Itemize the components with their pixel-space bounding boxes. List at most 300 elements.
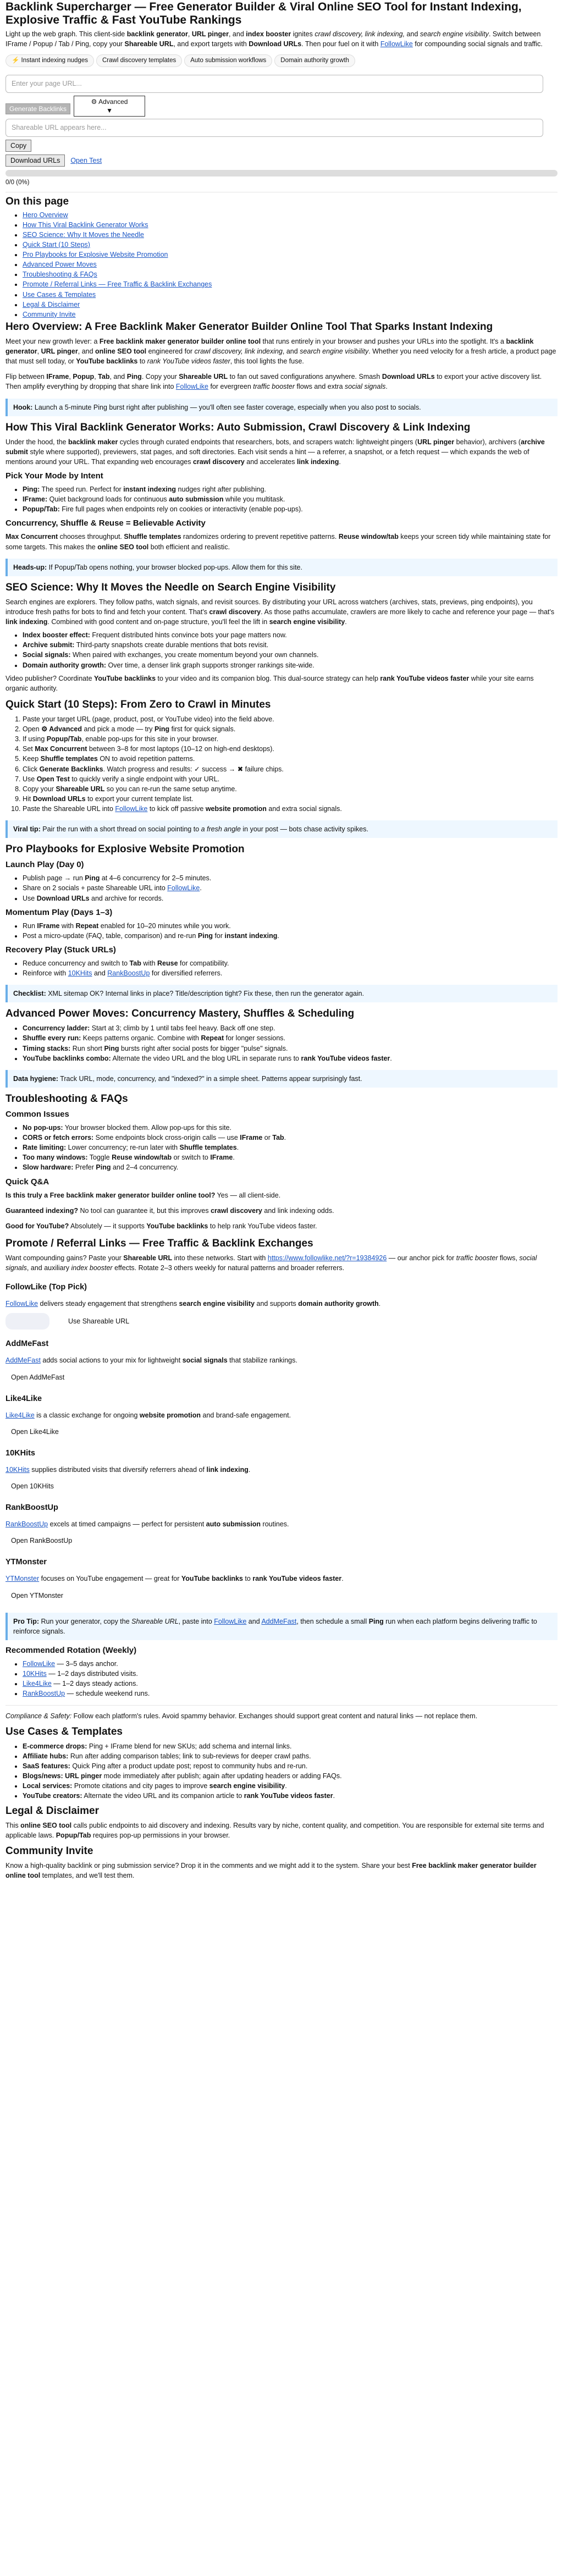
text: instant indexing [224,931,278,940]
text: Open [23,725,42,733]
text: for longer sessions. [224,1034,285,1042]
text: to export your current template list. [85,795,194,803]
step-item [23,764,558,774]
text: Compliance & Safety: [5,1712,72,1720]
text: so you can re-run the same setup anytime. [104,785,237,793]
step-item [23,744,558,754]
text: Rate limiting: [23,1144,67,1152]
text: Paste the Shareable URL into [23,805,115,813]
export-row [5,155,558,167]
generate-backlinks-button[interactable]: Generate Backlinks [5,103,70,114]
text: that runs entirely in your browser and pushes your URLs into the spotlight. It's a [261,337,506,345]
text: Download URLs [382,373,435,381]
text: Repeat [201,1034,224,1042]
step-link[interactable]: FollowLike [115,805,148,813]
text: Social signals: [23,651,71,659]
toc-item [23,310,558,319]
toc-link-quickstart[interactable]: Quick Start (10 Steps) [23,240,90,249]
intro-i2: search engine visibility [420,30,489,38]
text: Run after adding comparison tables; link to sub-reviews for deeper crawl paths. [68,1752,311,1760]
referral-card-10khits [5,1448,558,1493]
text: Shareable URL [123,1254,173,1262]
10khits-link[interactable]: 10KHits [23,1670,47,1678]
toc-item [23,210,558,220]
usecases-list [5,1741,558,1801]
text: for [212,931,225,940]
text: Concurrency ladder: [23,1024,90,1033]
open-addmefast-button[interactable]: Open AddMeFast [11,1373,65,1381]
logo-tile [5,1313,49,1330]
text: . [284,1134,286,1142]
usecases-heading: Use Cases & Templates [5,1725,123,1737]
intro-h: , and export targets with [173,40,249,48]
text: This [5,1822,21,1830]
text: or switch to [172,1154,211,1162]
text: Share on 2 socials + paste Shareable URL into [23,884,168,892]
list-item [23,1659,558,1669]
text: rank YouTube videos faster [244,1792,333,1800]
text: to kick off passive [147,805,206,813]
followlike-referral-link[interactable]: https://www.followlike.net/?r=19384926 [267,1254,387,1262]
ytmonster-link[interactable]: YTMonster [5,1575,40,1583]
text: Know a high-quality backlink or ping submission service? Drop it in the comments and we might add it to the system. Share your best [5,1861,412,1869]
toc-item [23,250,558,260]
text: ⚙ Advanced [41,725,82,733]
text: traffic booster [253,383,295,391]
text: YouTube creators: [23,1792,82,1800]
text: . Combined with good content and on-page structure, you'll feel the lift in [47,618,269,626]
text: templates, and we'll test them. [40,1871,135,1879]
toc-item [23,300,558,310]
text: and accelerates [244,457,297,466]
text: Slow hardware: [23,1163,74,1172]
text: Tab [272,1134,284,1142]
addmefast-link[interactable]: AddMeFast [5,1356,41,1365]
intro-text [5,29,558,49]
text: Meet your new growth lever: a [5,337,100,345]
text: Local services: [23,1782,73,1790]
mode-list [5,484,558,514]
list-item [23,1162,558,1172]
momentum-play-list [5,921,558,941]
text: website promotion [205,805,267,813]
legal-heading: Legal & Disclaimer [5,1805,100,1817]
compliance-note [5,1711,558,1721]
intro-b5: Download URLs [249,40,302,48]
text: to fan out saved configurations anywhere. Smash [228,373,382,381]
text: Start at 3; climb by 1 until tabs feel heavy. Back off one step. [90,1024,275,1033]
card-text [5,1519,558,1529]
text: Use [23,894,37,902]
text: search engine visibility [300,347,369,356]
feature-chip: ⚡ Instant indexing nudges [5,54,94,67]
text: Video publisher? Coordinate [5,674,94,682]
toc-item [23,290,558,300]
text: Click [23,765,40,773]
open-ytmonster-button[interactable]: Open YTMonster [11,1591,63,1599]
text: . [345,618,347,626]
list-item [23,1143,558,1152]
step-item [23,784,558,794]
toc-link-legal[interactable]: Legal & Disclaimer [23,300,80,308]
rankboostup-link[interactable]: RankBoostUp [5,1520,48,1529]
referral-card-addmefast [5,1338,558,1384]
section-promote [5,1238,558,1640]
text: Download URLs [32,795,86,803]
text: Tab [98,373,110,381]
text: Search engines are explorers. They follow paths, watch signals, and revisit sources. By distributing your URL across watchers (archives, stats, previews, ping endpoints), you introduce fresh paths for bots to find and fetch your content. That's [5,598,533,616]
text: . [333,1792,335,1800]
text: crawl discovery [192,457,245,466]
toc-link-usecases[interactable]: Use Cases & Templates [23,290,96,299]
followlike-link[interactable]: FollowLike [175,383,208,391]
list-item [23,640,558,650]
toc-item [23,240,558,250]
text: Set [23,745,35,753]
playbooks-heading: Pro Playbooks for Explosive Website Promotion [5,843,245,856]
10khits-link[interactable]: 10KHits [68,969,92,978]
text: Post a micro-update (FAQ, table, comparison) and re-run [23,931,198,940]
text: URL pinger [417,438,455,446]
list-item [23,494,558,504]
text: Yes — all client-side. [215,1191,281,1199]
text: Quiet background loads for continuous [47,495,169,504]
text: Paste your target URL (page, product, post, or YouTube video) into the field above. [23,715,274,723]
promote-intro [5,1253,558,1273]
text: Shareable URL [179,373,228,381]
text: online SEO tool [97,543,149,551]
text: . [277,931,279,940]
toc-item [23,220,558,230]
toc-link-hero[interactable]: Hero Overview [23,211,68,219]
launch-play-heading: Launch Play (Day 0) [5,860,84,870]
issues-list [5,1123,558,1173]
text: Ping + IFrame blend for new SKUs; add schema and internal links. [87,1742,292,1750]
text: No pop-ups: [23,1123,63,1132]
toc-link-how[interactable]: How This Viral Backlink Generator Works [23,220,148,229]
followlike-link[interactable]: FollowLike [167,884,200,892]
url-input[interactable] [5,75,543,93]
toc-title: On this page [5,195,69,207]
like4like-link[interactable]: Like4Like [23,1680,52,1688]
addmefast-link[interactable]: AddMeFast [261,1617,297,1625]
list-item [23,1669,558,1679]
progress-text: 0/0 (0%) [5,179,30,186]
card-actions [5,1425,558,1439]
list-item [23,893,558,903]
list-item [23,1023,558,1033]
science-heading: SEO Science: Why It Moves the Needle on Search Engine Visibility [5,581,336,593]
text: When paired with exchanges, you create momentum beyond your own channels. [70,651,319,659]
text: Generate Backlinks [39,765,103,773]
toc-link-power[interactable]: Advanced Power Moves [23,261,97,269]
followlike-link[interactable]: FollowLike [5,1300,38,1308]
power-heading: Advanced Power Moves: Concurrency Mastery, Shuffles & Scheduling [5,1008,355,1020]
card-actions [5,1370,558,1384]
text: IFrame [240,1134,263,1142]
list-item [23,660,558,670]
text: that stabilize rankings. [227,1356,297,1365]
text: to export your active discovery list. Then amplify everything by dropping that share link into [5,373,542,391]
text: Blogs/news: [23,1772,63,1780]
card-actions [5,1479,558,1493]
list-item [23,1751,558,1761]
rankboostup-link[interactable]: RankBoostUp [107,969,150,978]
open-like4like-button[interactable]: Open Like4Like [11,1427,59,1436]
concurrency-paragraph [5,532,558,551]
text: crawl discovery [209,608,261,616]
text: bursts right after social posts for bigger "pulse" signals. [119,1044,288,1052]
text: Max Concurrent [5,533,58,541]
list-item [23,931,558,941]
copy-row [5,140,558,152]
callout-text: Shareable URL [131,1617,179,1625]
promote-heading: Promote / Referral Links — Free Traffic & Backlink Exchanges [5,1237,313,1249]
callout-text: , then schedule a small [296,1617,369,1625]
toc-list [5,210,558,319]
hero-paragraph-1 [5,337,558,366]
text: . Watch progress and results: ✓ success → ✖ failure chips. [103,765,284,773]
toc-item [23,230,558,240]
text: Good for YouTube? [5,1222,69,1230]
text: Free backlink maker generator builder online tool [5,1861,537,1879]
text: . [285,1782,287,1790]
text: Shuffle templates [40,755,98,763]
text: Archive submit: [23,641,75,649]
text: Reuse window/tab [338,533,399,541]
list-item [23,1133,558,1143]
qa-item [5,1190,558,1200]
text: Open Test [36,775,70,783]
science-paragraph [5,597,558,627]
list-item [23,484,558,494]
how-heading: How This Viral Backlink Generator Works: Auto Submission, Crawl Discovery & Link Indexing [5,421,471,433]
text: enabled for 10–20 minutes while you work. [98,922,231,930]
text: adds social actions to your mix for lightweight [40,1356,183,1365]
text: Ping [154,725,170,733]
intro-k: for compounding social signals and traffic. [412,40,543,48]
text: . [390,1054,392,1062]
callout-text: , paste into [178,1617,214,1625]
text: , [37,347,41,356]
text: Run [23,922,37,930]
10khits-link[interactable]: 10KHits [5,1465,30,1474]
list-item [23,1053,558,1063]
text: rank YouTube videos faster [380,674,470,682]
use-shareable-url-button[interactable]: Use Shareable URL [68,1317,130,1326]
text: to [242,1575,253,1583]
text: for diversified referrers. [150,969,223,978]
text: search engine visibility [269,618,345,626]
mode-heading: Pick Your Mode by Intent [5,471,103,481]
toc-link-promote[interactable]: Promote / Referral Links — Free Traffic & Backlink Exchanges [23,280,212,289]
text: Is this truly a Free backlink maker generator builder online tool? [5,1191,216,1199]
text: focuses on YouTube engagement — great for [39,1575,181,1583]
open-rankboostup-button[interactable]: Open RankBoostUp [11,1537,73,1545]
list-item [23,873,558,883]
text: and archive for records. [89,894,164,902]
quickstart-heading: Quick Start (10 Steps): From Zero to Crawl in Minutes [5,698,271,710]
list-item [23,1123,558,1133]
like4like-link[interactable]: Like4Like [5,1411,35,1419]
shareable-url-field[interactable] [5,119,543,137]
copy-button[interactable]: Copy [5,140,31,152]
text: . Copy your [141,373,179,381]
callout-text: Launch a 5-minute Ping burst right after publishing — you'll often see faster coverage, especially when you also post to socials. [32,403,421,411]
text: while your site earns organic authority. [5,674,534,692]
text: IFrame [210,1154,233,1162]
text: crawl discovery [211,1206,262,1215]
text: link indexing [5,618,48,626]
headsup-callout [5,559,558,576]
text: backlink maker [68,438,118,446]
open-10khits-button[interactable]: Open 10KHits [11,1482,54,1491]
text: link indexing [296,457,339,466]
text: Copy your [23,785,56,793]
text: domain authority growth [298,1300,379,1308]
section-community [5,1845,558,1880]
text: is a classic exchange for ongoing [34,1411,140,1419]
text: and pick a mode — try [82,725,155,733]
list-item [23,1741,558,1751]
intro-followlike-link[interactable]: FollowLike [380,40,413,48]
callout-text: Run your generator, copy the [39,1617,132,1625]
text: engineered for [146,347,195,356]
text: , and [78,347,96,356]
text: Ping [126,373,142,381]
toc-item [23,260,558,269]
text: YouTube backlinks [76,357,138,366]
concurrency-heading: Concurrency, Shuffle & Reuse = Believable Activity [5,518,206,528]
step-item [23,794,558,804]
intro-b2: URL pinger [191,30,229,38]
step-item [23,734,558,744]
qa-item [5,1206,558,1216]
text: rank YouTube videos faster [301,1054,390,1062]
community-heading: Community Invite [5,1845,93,1857]
page-title: Backlink Supercharger — Free Generator Builder & Viral Online SEO Tool for Instant Indexing, Explosive Traffic & Fast YouTube Rankings [5,1,522,26]
text: rank YouTube videos faster [252,1575,342,1583]
list-item [23,504,558,514]
intro-f: and [405,30,420,38]
list-item [23,1791,558,1801]
section-how [5,422,558,576]
toc-link-science[interactable]: SEO Science: Why It Moves the Needle [23,230,144,239]
how-paragraph [5,437,558,467]
followlike-link[interactable]: FollowLike [23,1659,56,1668]
text: Your browser blocked them. Allow pop-ups for this site. [63,1123,232,1132]
followlike-link[interactable]: FollowLike [214,1617,247,1625]
text: Tab [129,959,141,967]
list-item [23,921,558,931]
text: Quick Ping after a product update post; repost to community hubs and re-run. [70,1762,308,1770]
card-text [5,1574,558,1584]
advanced-toggle[interactable] [74,96,145,117]
intro-a: Light up the web graph. This client-side [5,30,127,38]
list-item [23,968,558,978]
table-of-contents [5,196,558,319]
toc-link-troubleshooting[interactable]: Troubleshooting & FAQs [23,271,97,279]
callout-label: Hook: [13,403,33,411]
troubleshooting-heading: Troubleshooting & FAQs [5,1093,128,1105]
text: . [236,1144,239,1152]
text: Ping: [23,486,40,494]
text: cycles through curated endpoints that researchers, bots, and scrapers watch: lightweight pingers ( [118,438,418,446]
rankboostup-link[interactable]: RankBoostUp [23,1690,65,1698]
text: URL pinger [41,347,78,356]
step-item [23,774,558,784]
recovery-play-heading: Recovery Play (Stuck URLs) [5,945,116,955]
divider [5,1705,558,1706]
text: with [141,959,158,967]
list-item [23,883,558,893]
callout-text: Ping [368,1617,384,1625]
toc-link-community[interactable]: Community Invite [23,310,76,318]
text: . Whether you need velocity for a fresh article, a product page that must sell today, or [5,347,556,366]
text: Shuffle templates [179,1144,237,1152]
section-usecases [5,1726,558,1801]
toc-link-playbooks[interactable]: Pro Playbooks for Explosive Website Promotion [23,251,168,259]
text: first for quick signals. [169,725,236,733]
hero-heading: Hero Overview: A Free Backlink Maker Generator Builder Online Tool That Sparks Instant Indexing [5,321,493,333]
text: Ping [85,874,100,882]
text: Popup/Tab [56,1832,91,1840]
text: Flip between [5,373,47,381]
text: mode immediately after publish; again after updating headers or adding FAQs. [102,1772,342,1780]
text: Lower concurrency; re-run later with [66,1144,180,1152]
text: Shuffle every run: [23,1034,81,1042]
text: style where supported), previewers, stat pages, and soft directories. Each visit sends a hint — a referrer, a snapshot, or a fetch request — which expands the web of mentions around your URL. That expanding web encourages [5,448,529,466]
referral-card-rankboostup [5,1502,558,1548]
text: IFrame [46,373,69,381]
section-legal [5,1805,558,1840]
callout-label: Heads-up: [13,563,47,571]
text: , and [109,373,127,381]
chevron-down-icon: ▼ [106,106,113,114]
feature-chips [5,54,558,67]
tool-panel [5,75,558,187]
qa-item [5,1221,558,1231]
text: online SEO tool [20,1822,72,1830]
download-urls-button[interactable]: Download URLs [5,155,65,167]
list-item [23,1033,558,1043]
referral-card-followlike [5,1282,558,1330]
section-quickstart [5,699,558,838]
text: online SEO tool [95,347,147,356]
text: website promotion [139,1411,201,1419]
recovery-play-list [5,958,558,978]
text: routines. [261,1520,289,1529]
callout-text: run when each platform begins delivering traffic to reinforce signals. [13,1617,537,1635]
text: Free backlink maker generator builder online tool [99,337,261,345]
text: supplies distributed visits that diversify referrers ahead of [29,1465,207,1474]
text: . [233,1154,235,1162]
section-hero [5,321,558,416]
open-test-link[interactable]: Open Test [70,156,102,164]
text: Popup [73,373,95,381]
text: Absolutely — it supports [69,1222,147,1230]
list-item [23,630,558,640]
text: Affiliate hubs: [23,1752,69,1760]
list-item [23,650,558,660]
text: Repeat [75,922,99,930]
card-title: RankBoostUp [5,1503,58,1513]
text: Reuse window/tab [112,1154,172,1162]
text: to quickly verify a single endpoint with your URL. [69,775,220,783]
text: — our anchor pick for [387,1254,456,1262]
text: and [92,969,108,978]
rotation-list [5,1659,558,1699]
